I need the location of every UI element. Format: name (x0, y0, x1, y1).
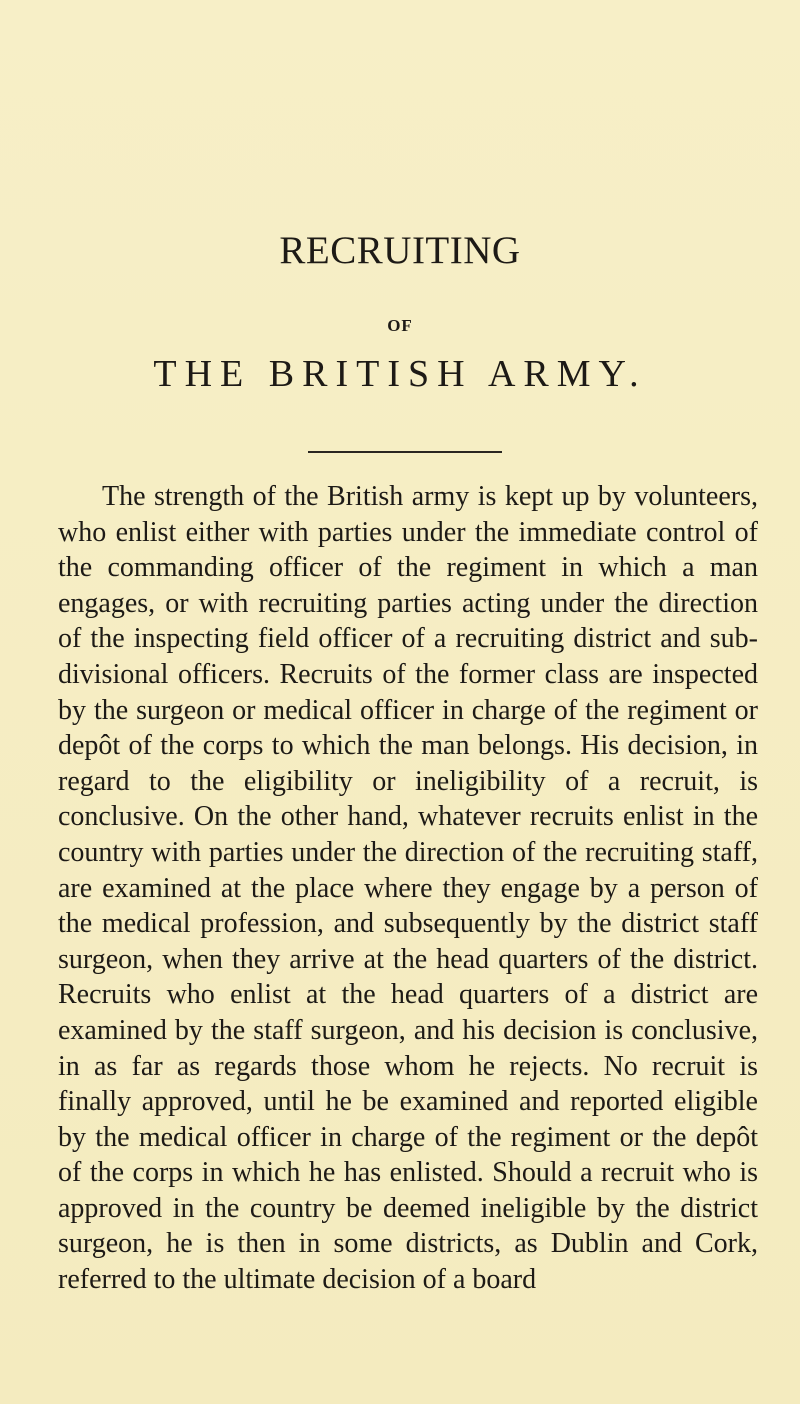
body-paragraph: The strength of the British army is kept up by volunteers, who enlist either with parties under the immediate control of the commanding officer of the regiment in which a man engages, or with recruiting parties acting under the direction of the inspecting field officer of a recruiting district and sub-divisional officers. Recruits of the former class are inspected by the surgeon or medical officer in charge of the regiment or depôt of the corps to which the man belongs. His decision, in regard to the eligibility or ineligibility of a recruit, is conclusive. On the other hand, whatever recruits enlist in the country with parties under the direction of the recruiting staff, are examined at the place where they engage by a person of the medical profession, and subsequently by the district staff surgeon, when they arrive at the head quarters of the district. Recruits who enlist at the head quarters of a district are examined by the staff surgeon, and his decision is conclusive, in as far as regards those whom he rejects. No recruit is finally approved, until he be examined and reported eligible by the medical officer in charge of the regiment or the depôt of the corps in which he has enlisted. Should a recruit who is approved in the country be deemed ineligible by the district surgeon, he is then in some districts, as Dublin and Cork, referred to the ultimate decision of a board (58, 481, 758, 1296)
page-title: RECRUITING (279, 229, 521, 272)
page-subtitle: THE BRITISH ARMY. (153, 353, 647, 395)
section-divider (308, 451, 502, 453)
title-connector: OF (387, 316, 413, 335)
